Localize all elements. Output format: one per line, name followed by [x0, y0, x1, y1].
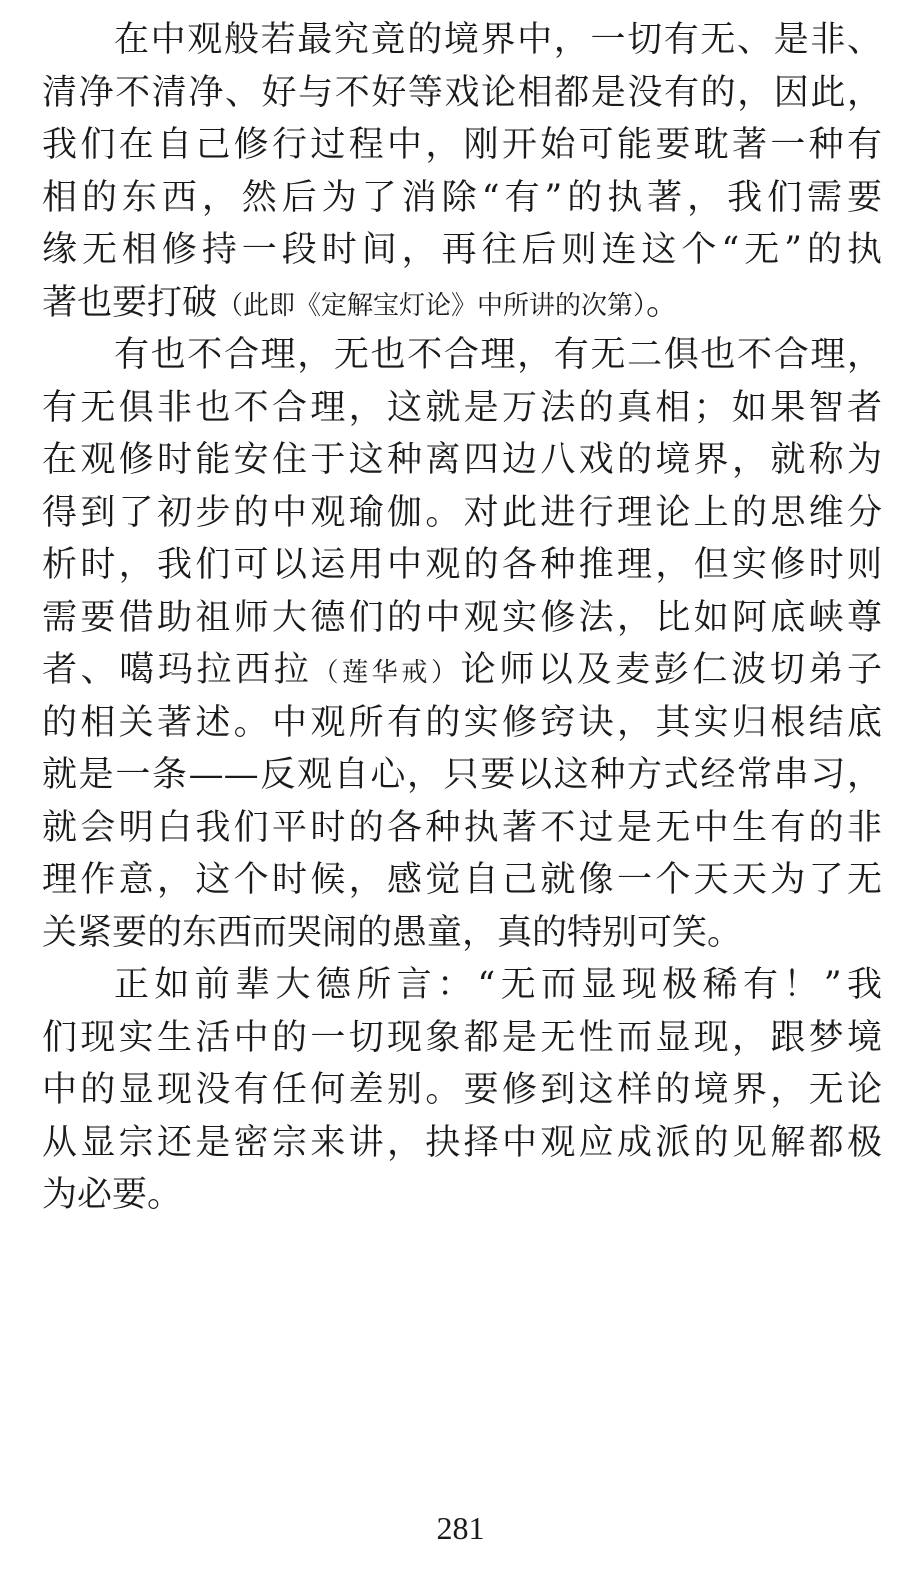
text-line: 有无俱非也不合理，这就是万法的真相；如果智者	[42, 387, 882, 428]
page-number: 281	[436, 1510, 485, 1546]
text-line: 需要借助祖师大德们的中观实修法，比如阿底峡尊	[42, 597, 882, 638]
text-line: 清净不清净、好与不好等戏论相都是没有的，因此，	[42, 72, 882, 113]
text-line: 的相关著述。中观所有的实修窍诀，其实归根结底	[42, 702, 882, 743]
text-line	[42, 277, 882, 330]
text-line: 从显宗还是密宗来讲，抉择中观应成派的见解都极	[42, 1122, 882, 1163]
text-line: 为必要。	[42, 1175, 183, 1215]
text-line: 中的显现没有任何差别。要修到这样的境界，无论	[42, 1070, 882, 1110]
text-line: 析时，我们可以运用中观的各种推理，但实修时则	[42, 545, 882, 585]
text-line: 理作意，这个时候，感觉自己就像一个天天为了无	[42, 860, 882, 900]
text-fragment: 论师以及麦彭仁波切弟子	[460, 650, 882, 690]
text-line: 缘无相修持一段时间，再往后则连这个“无”的执	[42, 230, 882, 270]
text-line	[42, 644, 882, 697]
paragraph-2	[42, 329, 882, 959]
text-line: 正如前辈大德所言：“无而显现极稀有！”我	[114, 965, 882, 1005]
text-line: 有也不合理，无也不合理，有无二俱也不合理，	[114, 335, 882, 375]
text-fragment: 者、噶玛拉西拉	[42, 650, 313, 690]
text-line: 得到了初步的中观瑜伽。对此进行理论上的思维分	[42, 492, 882, 533]
text-line: 我们在自己修行过程中，刚开始可能要耽著一种有	[42, 125, 882, 165]
text-line: 就是一条——反观自心，只要以这种方式经常串习，	[42, 755, 882, 795]
text-fragment: 著也要打破	[42, 282, 218, 323]
text-line: 就会明白我们平时的各种执著不过是无中生有的非	[42, 807, 882, 848]
paragraph-1	[42, 14, 882, 329]
text-line: 们现实生活中的一切现象都是无性而显现，跟梦境	[42, 1017, 882, 1058]
page-body	[42, 14, 882, 1222]
text-fragment: 。	[646, 282, 682, 323]
inline-note: （此即《定解宝灯论》中所讲的次第）	[217, 290, 647, 321]
text-line: 关紧要的东西而哭闹的愚童，真的特别可笑。	[42, 912, 743, 953]
paragraph-3	[42, 959, 882, 1222]
inline-note: （莲华戒）	[312, 658, 461, 688]
text-line: 在观修时能安住于这种离四边八戏的境界，就称为	[42, 440, 882, 480]
text-line: 在中观般若最究竟的境界中，一切有无、是非、	[114, 20, 882, 60]
text-line: 相的东西，然后为了消除“有”的执著，我们需要	[42, 177, 882, 218]
